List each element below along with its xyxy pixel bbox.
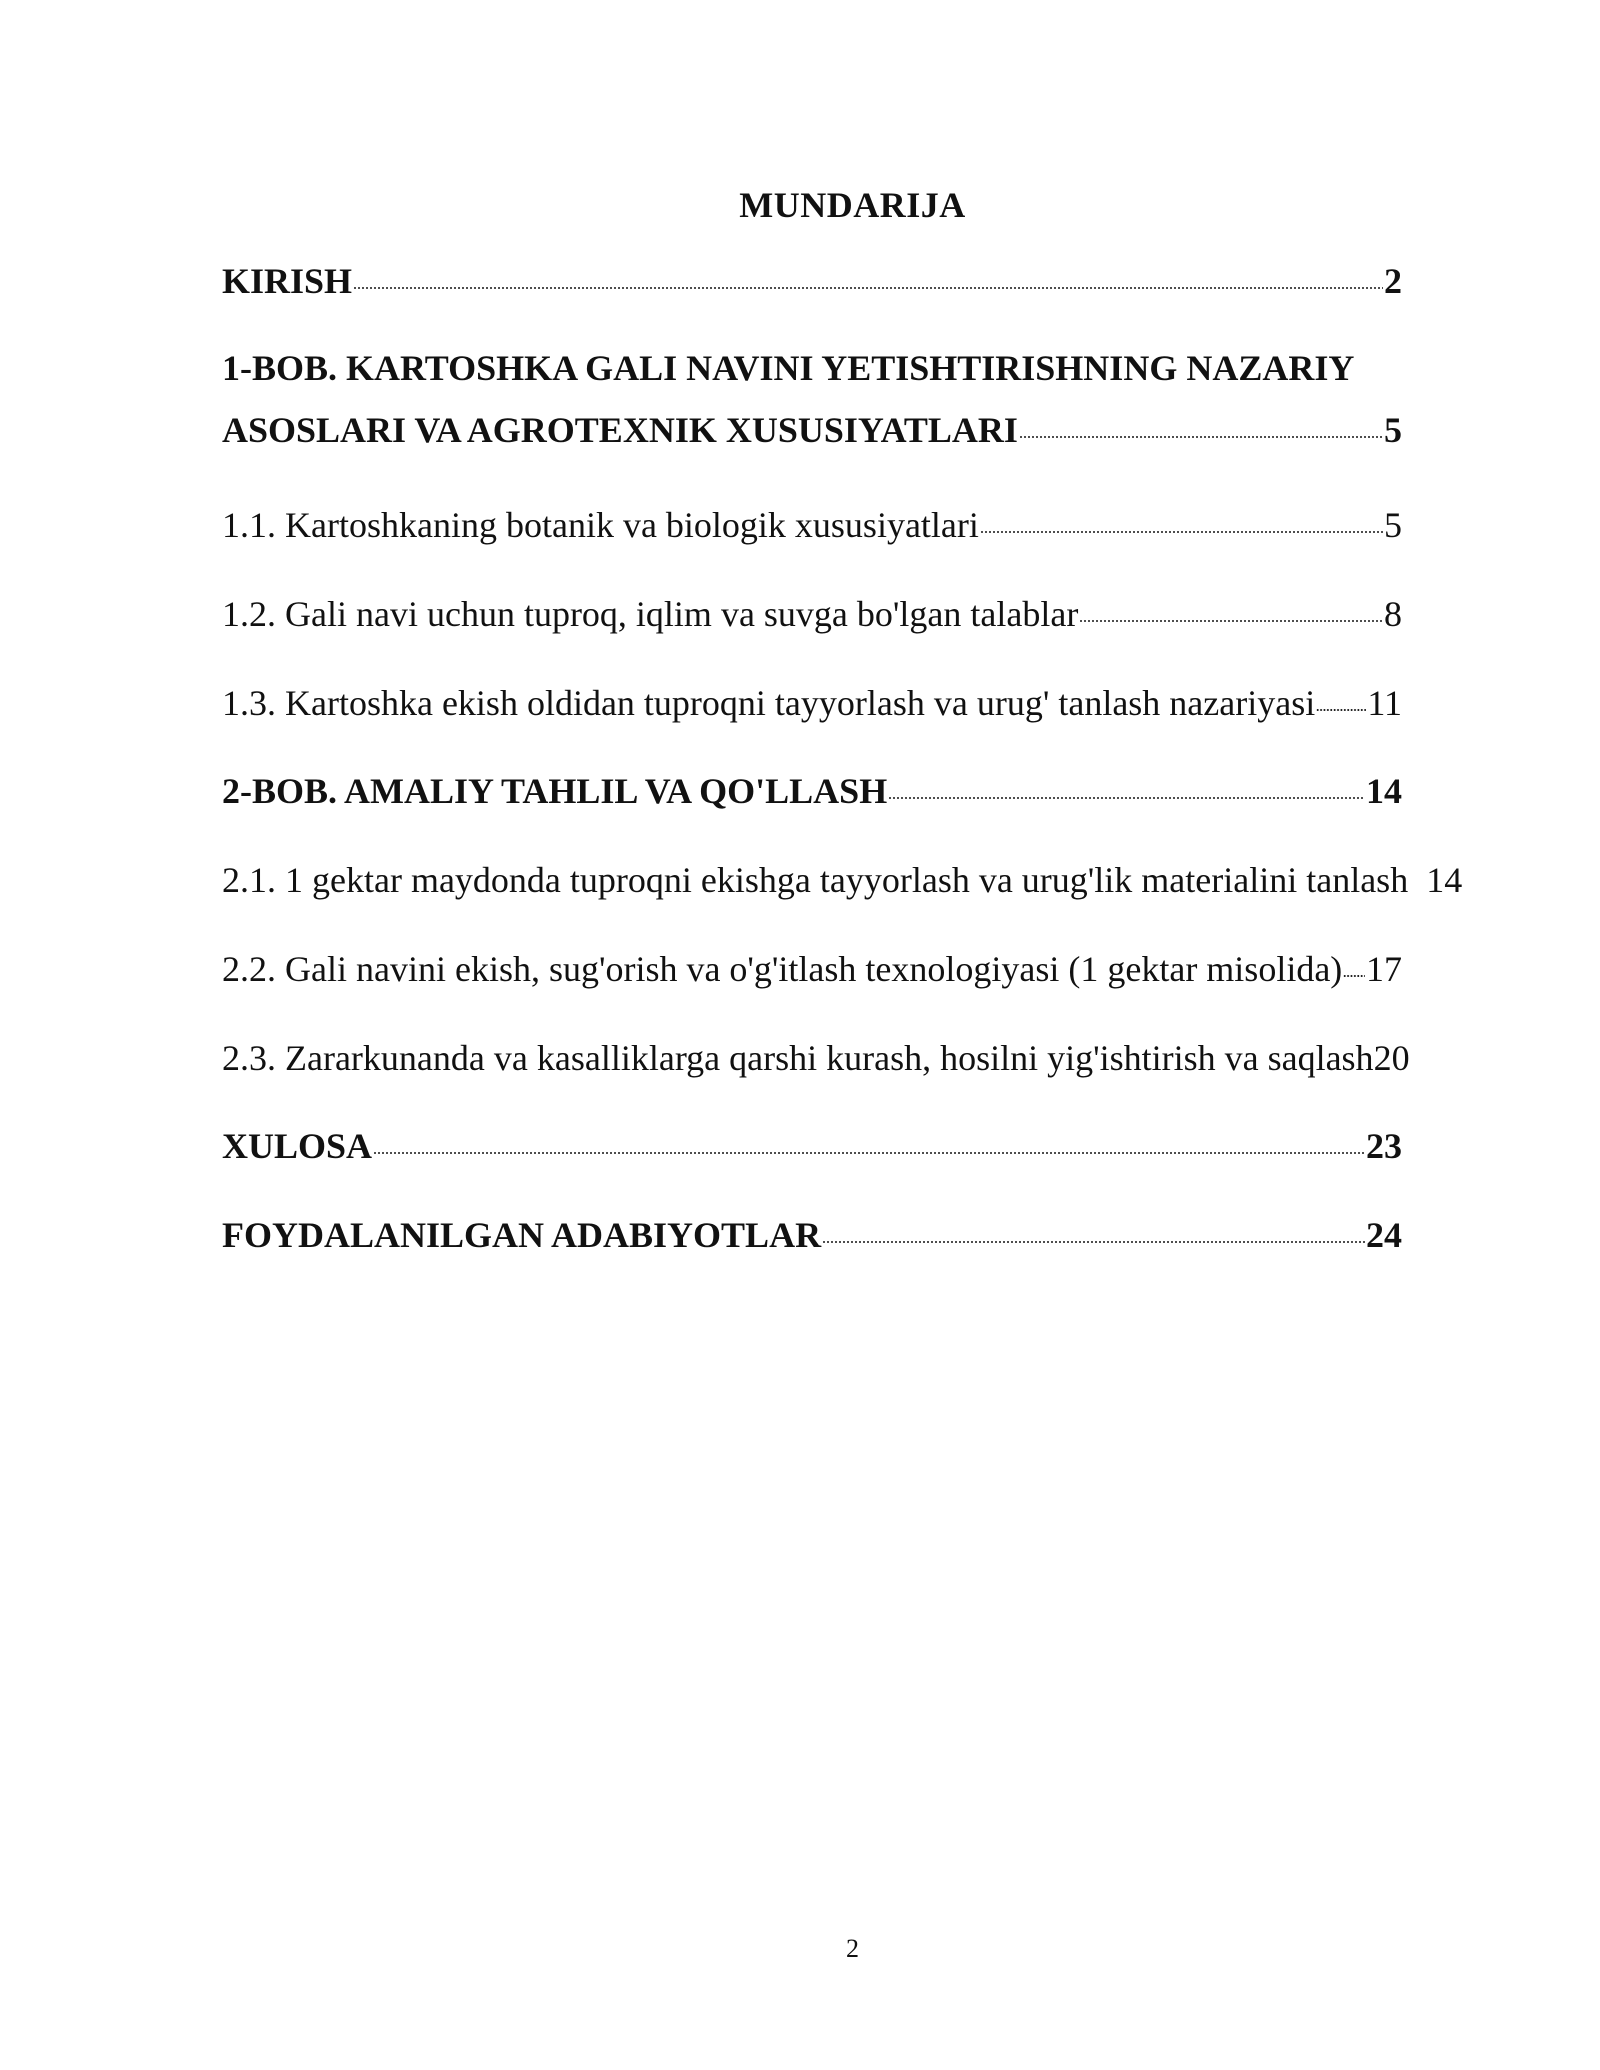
toc-entry-title: 2.2. Gali navini ekish, sug'orish va o'g'itlash texnologiyasi (1 gektar misolida) <box>222 949 1343 989</box>
toc-entry-title: 1.2. Gali navi uchun tuproq, iqlim va suvga bo'lgan talablar <box>222 594 1079 634</box>
toc-entry-kirish[interactable] <box>222 259 1402 303</box>
toc-entry-title: 2.3. Zararkunanda va kasalliklarga qarshi kurash, hosilni yig'ishtirish va saqlash <box>222 1038 1374 1078</box>
toc-page-number: 24 <box>1366 1215 1402 1255</box>
toc-entry-title-line1: 1-BOB. KARTOSHKA GALI NAVINI YETISHTIRISHNING NAZARIY <box>222 348 1355 388</box>
dot-leader <box>1019 433 1383 441</box>
dot-leader <box>353 284 1383 292</box>
dot-leader <box>1343 972 1365 980</box>
toc-entry-title: 2.1. 1 gektar maydonda tuproqni ekishga tayyorlash va urug'lik materialini tanlash <box>222 860 1409 900</box>
dot-leader <box>373 1149 1365 1157</box>
toc-page-number: 5 <box>1384 410 1402 450</box>
page-number: 2 <box>846 1934 859 1963</box>
toc-page-number: 23 <box>1366 1126 1402 1166</box>
toc-entry-2-2[interactable] <box>222 947 1402 991</box>
toc-page-number: 2 <box>1384 261 1402 301</box>
toc-entry-title: 1.1. Kartoshkaning botanik va biologik xususiyatlari <box>222 505 979 545</box>
toc-entry-title: FOYDALANILGAN ADABIYOTLAR <box>222 1215 822 1255</box>
toc-entry-title: 2-BOB. AMALIY TAHLIL VA QO'LLASH <box>222 771 888 811</box>
toc-page-number: 5 <box>1384 505 1402 545</box>
toc-page-number: 14 <box>1366 771 1402 811</box>
toc-entry-chapter-2[interactable] <box>222 769 1402 813</box>
dot-leader <box>1079 617 1383 625</box>
toc-page-number: 17 <box>1366 949 1402 989</box>
toc-entry-chapter-1[interactable] <box>222 346 1402 452</box>
toc-entry-title: KIRISH <box>222 261 353 301</box>
toc-entry-references[interactable] <box>222 1213 1402 1257</box>
toc-page-number: 11 <box>1367 683 1402 723</box>
toc-heading: MUNDARIJA <box>739 185 966 225</box>
dot-leader <box>1316 706 1366 714</box>
dot-leader <box>980 528 1383 536</box>
toc-entry-1-1[interactable] <box>222 503 1402 547</box>
toc-page-number: 20 <box>1373 1038 1410 1078</box>
toc-entry-title: XULOSA <box>222 1126 373 1166</box>
toc-entry-2-3[interactable] <box>222 1036 1482 1080</box>
dot-leader <box>888 794 1365 802</box>
toc-entry-1-2[interactable] <box>222 592 1402 636</box>
toc-entry-2-1[interactable] <box>222 858 1482 902</box>
toc-entry-title: 1.3. Kartoshka ekish oldidan tuproqni tayyorlash va urug' tanlash nazariyasi <box>222 683 1316 723</box>
toc-entry-xulosa[interactable] <box>222 1124 1402 1168</box>
toc-page-number: 8 <box>1384 594 1402 634</box>
toc-page-number: 14 <box>1426 860 1463 900</box>
dot-leader <box>822 1238 1365 1246</box>
toc-entry-title-line2: ASOSLARI VA AGROTEXNIK XUSUSIYATLARI <box>222 410 1018 450</box>
toc-entry-1-3[interactable] <box>222 681 1402 725</box>
